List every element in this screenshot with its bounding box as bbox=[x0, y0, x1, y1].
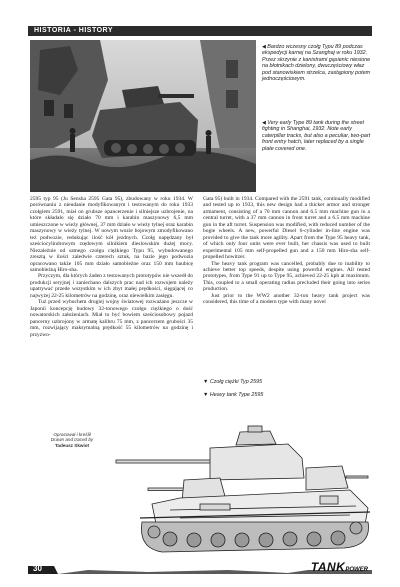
brand-logo-sub: POWER bbox=[345, 567, 368, 573]
page-number: 30 bbox=[33, 564, 42, 573]
figure-caption-polish-text: Czołg ciężki Typ 2595 bbox=[209, 379, 263, 385]
tank-drawing-svg bbox=[110, 418, 378, 560]
photo-caption-english-text: Very early Type 89 tank during the street fighting in Shanghai, 1932. Note early caterpillar tracks, but also a peculiar, two-part front entry hatch, later replaced by a single plate covered one. bbox=[262, 120, 371, 152]
paragraph: Gata 95) built in 1934. Compared with the 2591 tank, continually modified and tested up to 1933, this new design had a thicker armor and stronger armament, consisting of a 70 mm cannon and 6.5 mm machine gun in a central turret, with a 37 mm cannon in front turret and a 6.5 mm machine gun in the aft turret. Suspension was modified, with reduced number of the bogie wheels. A new, powerful Diesel 6-cylinder in-line engine was provided to give the tank more agility. Apart from the Type 95 heavy tank, of which only four units were ever built, her chassis was used to built experimental 105 mm self-propelled gun and a 150 mm Hiro-sha self-propelled howitzer. bbox=[203, 196, 370, 261]
article-column-polish bbox=[30, 196, 193, 338]
paragraph: 2595 typ 95 (Ju Sensha 2595 Gata 95), zbudowany w roku 1934. W porównaniu z nieudanie modyfikowanym i testowanym do roku 1933 czołgiem 2591, miał on grubsze opancerzenie i silniejsze uzbrojenie, na które składało się działo 70 mm i karabin maszynowy 6,5 mm umieszczone w wieży głównej, 37 mm działo w wieży tylnej oraz karabin maszynowy w wieży tylnej. W nowym wozie bojowym zmodyfikowano też podwozie, redukując ilość kół jezdnych. Czołg napędzany był sześciocylindrowym rzędowym silnikiem dieslowskim dużej mocy. Niezależnie od samego czołgu ciężkiego Typu 95, wybudowanego zresztą w ilości zaledwie czterech sztuk, na bazie jego podwozia opracowano także 105 mm działo samobieżne oraz 150 mm haubicę samobieżną Hiro-sha. bbox=[30, 196, 193, 273]
drawing-credit bbox=[42, 432, 102, 448]
tank-line-drawing bbox=[110, 418, 378, 560]
figure-caption-english-text: Heavy tank Type 2595 bbox=[209, 392, 264, 398]
paragraph: Tuż przed wybuchem drugiej wojny światowej rozważano jeszcze w Japonii koncepcję budowy 32-tonowego czołgu ciężkiego o dość nowatorskich założeniach. Miał to być bowiem sześciosobowy pojazd pancerny uzbrojony w armatę kalibru 75 mm, z pancerzem grubości 35 mm, rozwijający maksymalną prędkość 55 kilometrów na godzinę i przyzwo- bbox=[30, 299, 193, 338]
brand-logo bbox=[311, 559, 368, 575]
figure-caption-english bbox=[203, 392, 263, 398]
caption-marker-icon: ◀ bbox=[262, 44, 268, 50]
caption-marker-icon: ▼ bbox=[203, 392, 210, 398]
caption-marker-icon: ▼ bbox=[203, 379, 210, 385]
credit-line-polish: Opracował i kreślił bbox=[53, 432, 91, 437]
paragraph: The heavy tank program was cancelled, probably due to inability to achieve better top speeds, despite using powerful engines. All tested prototypes, from Type 91 up to Type 95, achieved 22-25 kph at maximum. This, coupled to a small operating radius precluded their going into series production. bbox=[203, 260, 370, 293]
caption-marker-icon: ◀ bbox=[262, 120, 268, 126]
photo-caption-polish-text: Bardzo wczesny czołg Typu 89 podczas ekspedycji karnej na Szanghaj w roku 1932. Przez skrzynie z kanistrami gąsienic niesione na błotnikach dzielony, dwuczęściowy właz pod stanowiskiem strzelca, zastąpiony potem jednoczęściowym. bbox=[262, 44, 371, 83]
historical-photo-type-89-tank bbox=[30, 40, 256, 192]
credit-author: Tadeusz Skwiot bbox=[54, 442, 90, 448]
section-header: HISTORIA - HISTORY bbox=[34, 27, 114, 34]
article-column-english bbox=[203, 196, 370, 306]
credit-line-english: Drawn and traced by bbox=[50, 437, 94, 443]
figure-caption-polish bbox=[203, 379, 262, 385]
paragraph: Just prior to the WW2 another 32-ton heavy tank project was considered, this time of a modern type with many novel bbox=[203, 292, 370, 306]
page-footer bbox=[28, 560, 372, 575]
paragraph: Przyczym, dla których żaden z testowanych prototypów nie wszedł do produkcji seryjnej i zaniechano dalszych prac nad ich rozwojem należy upatrywać przede wszystkim w ich zbyt małej prędkości, sięgającej co najwyżej 22-25 kilometrów na godzinę, oraz niewielkim zasięgu. bbox=[30, 273, 193, 299]
photo-caption-english bbox=[262, 120, 374, 152]
photo-image bbox=[30, 40, 256, 192]
photo-caption-polish bbox=[262, 44, 374, 82]
brand-logo-main: TANK bbox=[310, 560, 346, 574]
